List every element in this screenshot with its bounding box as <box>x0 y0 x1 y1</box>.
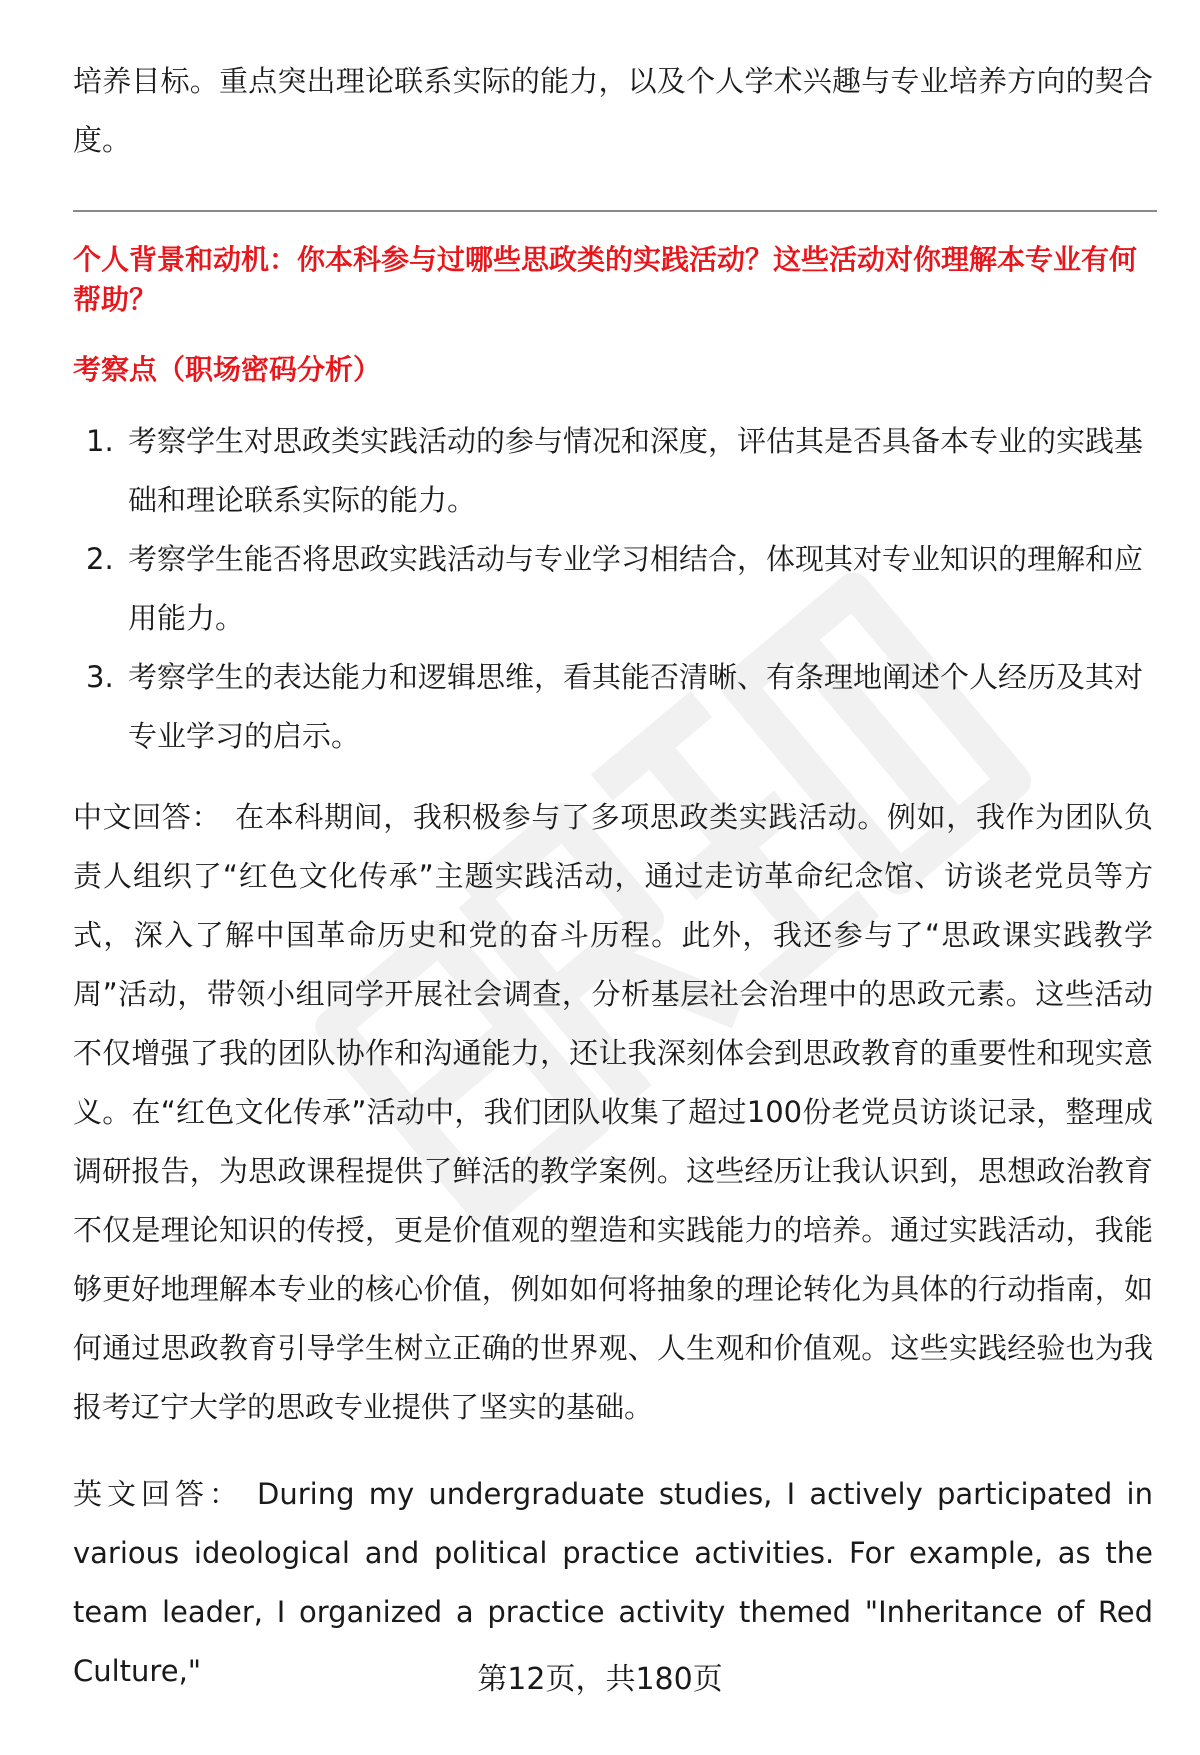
list-item-number: 3. <box>86 660 114 694</box>
question-heading: 个人背景和动机：你本科参与过哪些思政类的实践活动？这些活动对你理解本专业有何帮助？ <box>73 243 1138 316</box>
list-item <box>73 412 1153 530</box>
list-item-number: 1. <box>86 424 114 458</box>
list-item <box>73 648 1153 766</box>
chinese-answer-text: 在本科期间，我积极参与了多项思政类实践活动。例如，我作为团队负责人组织了“红色文化传承”主题实践活动，通过走访革命纪念馆、访谈老党员等方式，深入了解中国革命历史和党的奋斗历程。此外，我还参与了“思政课实践教学周”活动，带领小组同学开展社会调查，分析基层社会治理中的思政元素。这些活动不仅增强了我的团队协作和沟通能力，还让我深刻体会到思政教育的重要性和现实意义。在“红色文化传承”活动中，我们团队收集了超过100份老党员访谈记录，整理成调研报告，为思政课程提供了鲜活的教学案例。这些经历让我认识到，思想政治教育不仅是理论知识的传授，更是价值观的塑造和实践能力的培养。通过实践活动，我能够更好地理解本专业的核心价值，例如如何将抽象的理论转化为具体的行动指南，如何通过思政教育引导学生树立正确的世界观、人生观和价值观。这些实践经验也为我报考辽宁大学的思政专业提供了坚实的基础。 <box>73 800 1153 1424</box>
intro-paragraph: 培养目标。重点突出理论联系实际的能力，以及个人学术兴趣与专业培养方向的契合度。 <box>73 64 1153 157</box>
page-content <box>73 52 1153 1729</box>
assessment-points-list <box>73 412 1153 766</box>
english-answer-label: 英文回答： <box>73 1477 244 1511</box>
list-item-number: 2. <box>86 542 114 576</box>
list-item-text: 考察学生对思政类实践活动的参与情况和深度，评估其是否具备本专业的实践基础和理论联系实际的能力。 <box>128 424 1144 517</box>
page-number-footer: 第12页，共180页 <box>477 1662 723 1697</box>
assessment-points-heading: 考察点（职场密码分析） <box>73 353 382 386</box>
list-item-text: 考察学生的表达能力和逻辑思维，看其能否清晰、有条理地阐述个人经历及其对专业学习的启示。 <box>128 660 1144 753</box>
chinese-answer-label: 中文回答： <box>73 800 222 834</box>
list-item <box>73 530 1153 648</box>
english-answer-text: During my undergraduate studies, I actively participated in various ideological and political practice activities. For example, as the team leader, I organized a practice activity themed "Inheritance of Red Culture," <box>73 1477 1153 1688</box>
list-item-text: 考察学生能否将思政实践活动与专业学习相结合，体现其对专业知识的理解和应用能力。 <box>128 542 1144 635</box>
section-divider <box>73 210 1157 212</box>
chinese-answer <box>73 788 1153 1437</box>
